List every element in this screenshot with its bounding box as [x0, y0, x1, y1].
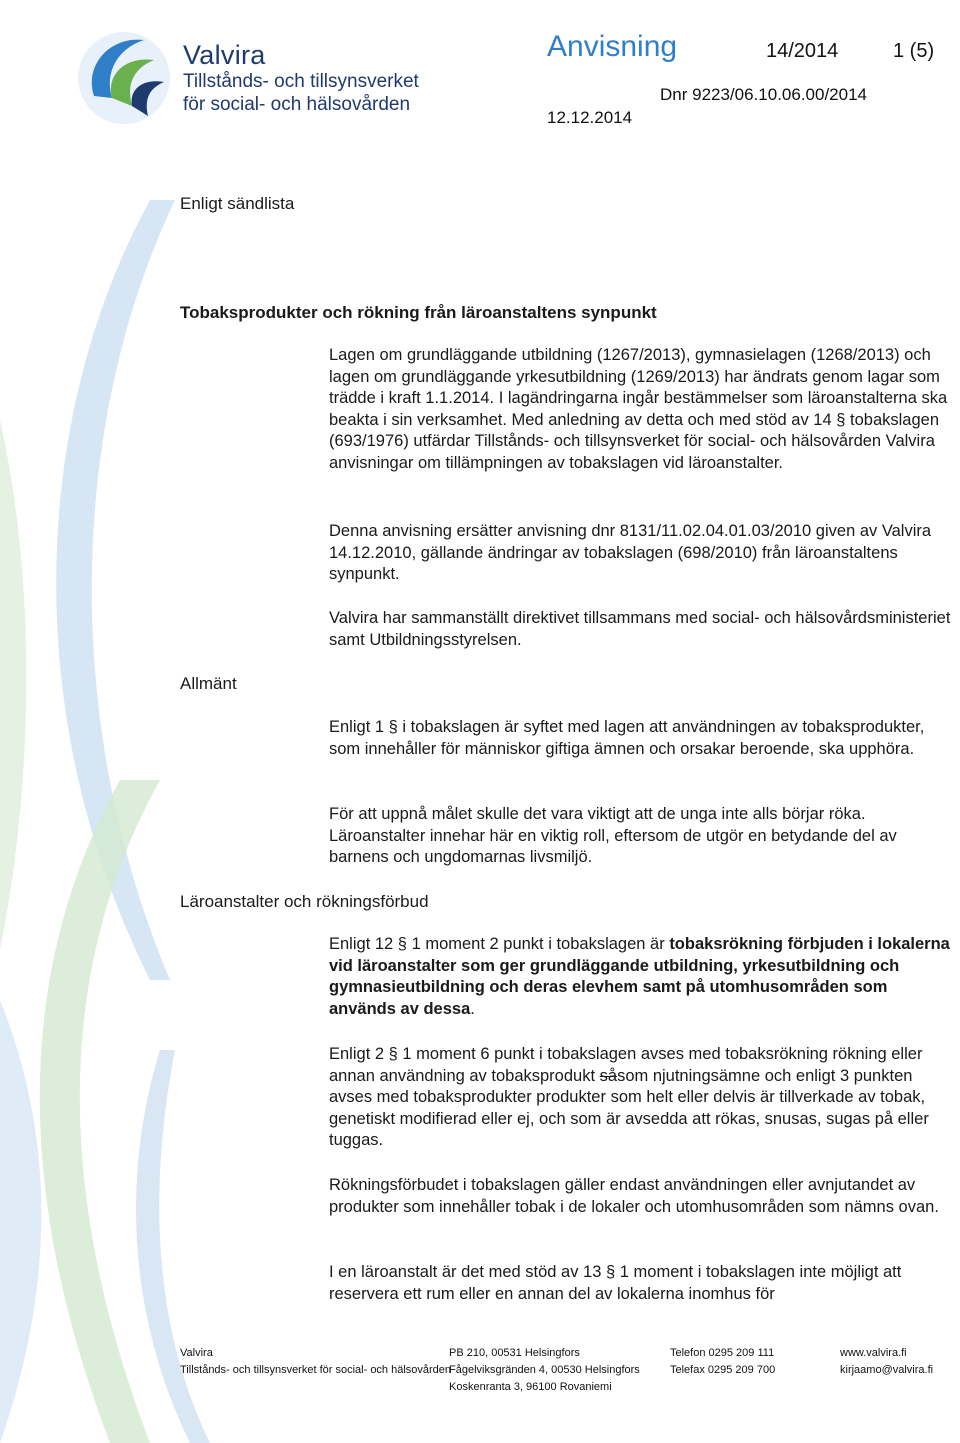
- paragraph-intro-part1: Lagen om grundläggande utbildning (1267/2013), gymnasielagen (1268/2013) och lagen om grundläggande yrkesutbildning (1269/2013) har ändrats genom lagar som trädde i kraft 1.1.2014. I lagändringarna ingår bestämmelser som läroanstalterna ska beakta i sin verksamhet.: [329, 346, 948, 429]
- paragraph-ban: [329, 934, 955, 1020]
- paragraph-purpose: [329, 717, 955, 760]
- page-number: 1 (5): [893, 40, 935, 62]
- document-number: 14/2014: [766, 40, 839, 62]
- brand-line-2: för social- och hälsovården: [183, 94, 411, 115]
- document-type: Anvisning: [547, 30, 678, 63]
- footer-address-2: Fågelviksgränden 4, 00530 Helsingfors: [449, 1364, 640, 1376]
- footer-org: [180, 1345, 451, 1379]
- heading-smoking-ban: Läroanstalter och rökningsförbud: [180, 892, 429, 911]
- section-sign: §: [397, 935, 407, 953]
- footer-org-name: Valvira: [180, 1347, 213, 1359]
- recipients: Enligt sändlista: [180, 194, 295, 213]
- footer-web-link[interactable]: www.valvira.fi: [840, 1347, 907, 1359]
- paragraph-definition-part3: som njutningsämne och enligt 3 punkten avses med tobaksprodukter produkter som helt eller delvis är tillverkade av tobak, genetiskt modifierad eller ej, och som är avsedda att rökas, snusas, sugas på eller tuggas.: [329, 1066, 929, 1149]
- footer-org-full: Tillstånds- och tillsynsverket för social- och hälsovården: [180, 1364, 452, 1376]
- paragraph-definition: [329, 1044, 955, 1152]
- section-sign: §: [388, 718, 398, 736]
- brand-block: [183, 40, 419, 116]
- paragraph-ban-bold: tobaksrökning förbjuden i lokalerna vid läroanstalter som ger grundläggande utbildning, yrkesutbildning och gymnasieutbildning och deras elevhem samt på utomhusområden som används av dessa: [329, 935, 950, 1018]
- paragraph-ban-part2: 1 moment 2 punkt i tobakslagen är: [406, 935, 670, 953]
- footer-address-1: PB 210, 00531 Helsingfors: [449, 1347, 580, 1359]
- diary-number: Dnr 9223/06.10.06.00/2014: [660, 85, 868, 104]
- paragraph-intro: [329, 345, 955, 474]
- paragraph-reserve-part1: I en läroanstalt är det med stöd av 13: [329, 1263, 606, 1281]
- section-sign: §: [836, 410, 846, 429]
- paragraph-youth: För att uppnå målet skulle det vara viktigt att de unga inte alls börjar röka. Läroanstalter innehar här en viktig roll, eftersom de utgör en betydande del av barnens och ungdomarnas livsmiljö.: [329, 805, 897, 866]
- paragraph-compiled: Valvira har sammanställt direktivet tillsammans med social- och hälsovårdsministeriet samt Utbildningsstyrelsen.: [329, 609, 951, 649]
- paragraph-reserve-part2: 1 moment i tobakslagen inte möjligt att reservera ett rum eller en annan del av lokalerna inomhus för: [329, 1263, 902, 1303]
- brand-name: Valvira: [183, 40, 266, 70]
- section-sign: §: [606, 1263, 616, 1281]
- paragraph-replaces: Denna anvisning ersätter anvisning dnr 8131/11.02.04.01.03/2010 given av Valvira 14.12.2010, gällande ändringar av tobakslagen (698/2010) från läroanstaltens synpunkt.: [329, 522, 932, 583]
- section-sign: §: [388, 1045, 398, 1063]
- paragraph-scope: Rökningsförbudet i tobakslagen gäller endast användningen eller avnjutandet av produkter som innehåller tobak i de lokaler och utomhusområden som nämns ovan.: [329, 1176, 939, 1216]
- paragraph-definition-part2: 1 moment 6 punkt i tobakslagen avses med tobaksrökning rökning eller annan användning av tobaksprodukt: [329, 1045, 923, 1085]
- footer-contacts: [840, 1345, 933, 1379]
- document-title: Tobaksprodukter och rökning från läroanstaltens synpunkt: [180, 303, 657, 322]
- struck-text: så: [599, 1066, 618, 1085]
- heading-general: Allmänt: [180, 674, 237, 693]
- footer-email-link[interactable]: kirjaamo@valvira.fi: [840, 1364, 934, 1376]
- paragraph-ban-part1: Enligt 12: [329, 935, 398, 953]
- brand-line-1: Tillstånds- och tillsynsverket: [183, 71, 419, 92]
- paragraph-reserve: [329, 1262, 955, 1305]
- footer-addresses: [449, 1345, 640, 1396]
- paragraph-intro-part3: tobakslagen (693/1976) utfärdar Tillstånds- och tillsynsverket för social- och hälsovården Valvira anvisningar om tillämpningen av tobakslagen vid läroanstalter.: [329, 410, 939, 472]
- footer-address-3: Koskenranta 3, 96100 Rovaniemi: [449, 1381, 612, 1393]
- paragraph-definition-part1: Enligt 2: [329, 1045, 389, 1063]
- paragraph-purpose-part2: i tobakslagen är syftet med lagen att användningen av tobaksprodukter, som innehåller för människor giftiga ämnen och orsakar beroende, ska upphöra.: [329, 718, 925, 758]
- paragraph-intro-part2: Med anledning av detta och med stöd av 14: [506, 410, 837, 429]
- footer-phone: Telefon 0295 209 111: [670, 1347, 775, 1359]
- paragraph-ban-end: .: [470, 999, 475, 1018]
- document-date: 12.12.2014: [547, 108, 633, 127]
- paragraph-purpose-part1: Enligt 1: [329, 718, 389, 736]
- footer-fax: Telefax 0295 209 700: [670, 1364, 776, 1376]
- valvira-logo-icon: [74, 26, 174, 130]
- footer-phones: [670, 1345, 775, 1379]
